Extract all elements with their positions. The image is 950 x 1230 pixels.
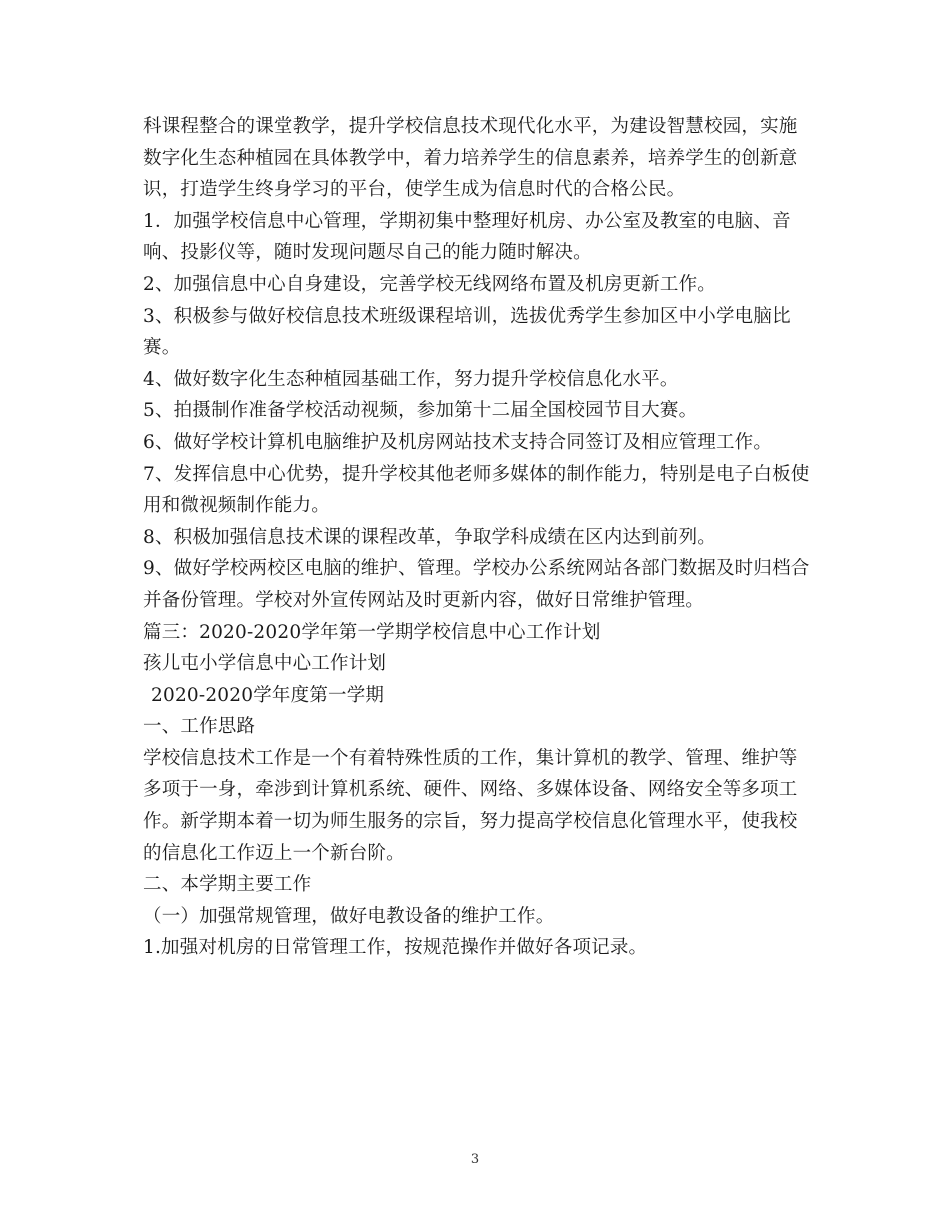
page-number: 3: [470, 1152, 480, 1167]
text-line: 的信息化工作迈上一个新台阶。: [143, 842, 405, 864]
text-line: 学校信息技术工作是一个有着特殊性质的工作，集计算机的教学、管理、维护等: [143, 747, 798, 769]
list-item-9: 9、做好学校两校区电脑的维护、管理。学校办公系统网站各部门数据及时归档合: [143, 558, 810, 580]
list-item-2: 2、加强信息中心自身建设，完善学校无线网络布置及机房更新工作。: [143, 273, 716, 295]
subsection-heading: （一）加强常规管理，做好电教设备的维护工作。: [143, 905, 555, 927]
text-line: 科课程整合的课堂教学，提升学校信息技术现代化水平，为建设智慧校园，实施: [143, 116, 798, 137]
list-item-8: 8、积极加强信息技术课的课程改革，争取学科成绩在区内达到前列。: [143, 526, 716, 548]
text-line: 赛。: [143, 337, 181, 359]
list-item: 1.加强对机房的日常管理工作，按规范操作并做好各项记录。: [143, 937, 648, 959]
list-item-3: 3、积极参与做好校信息技术班级课程培训，选拔优秀学生参加区中小学电脑比: [143, 305, 791, 327]
list-item-7: 7、发挥信息中心优势，提升学校其他老师多媒体的制作能力，特别是电子白板使: [143, 463, 810, 485]
document-body: [143, 111, 823, 964]
text-line: 识，打造学生终身学习的平台，使学生成为信息时代的合格公民。: [143, 179, 686, 201]
plan-term: 2020-2020学年度第一学期: [151, 684, 385, 706]
text-line: 响、投影仪等，随时发现问题尽自己的能力随时解决。: [143, 242, 592, 264]
text-line: 多项于一身，牵涉到计算机系统、硬件、网络、多媒体设备、网络安全等多项工: [143, 779, 798, 801]
subheading-main-work: 二、本学期主要工作: [143, 874, 312, 896]
text-line: 作。新学期本着一切为师生服务的宗旨，努力提高学校信息化管理水平，使我校: [143, 811, 798, 833]
subheading-work-approach: 一、工作思路: [143, 716, 256, 738]
list-item-5: 5、拍摄制作准备学校活动视频，参加第十二届全国校园节目大赛。: [143, 400, 698, 422]
text-line: 并备份管理。学校对外宣传网站及时更新内容，做好日常维护管理。: [143, 589, 705, 611]
list-item-4: 4、做好数字化生态种植园基础工作，努力提升学校信息化水平。: [143, 368, 679, 390]
text-line: 用和微视频制作能力。: [143, 495, 331, 517]
text-line: 数字化生态种植园在具体教学中，着力培养学生的信息素养，培养学生的创新意: [143, 147, 798, 169]
plan-title: 孩儿屯小学信息中心工作计划: [143, 653, 387, 675]
list-item-6: 6、做好学校计算机电脑维护及机房网站技术支持合同签订及相应管理工作。: [143, 431, 773, 453]
list-item-1: 1．加强学校信息中心管理，学期初集中整理好机房、办公室及教室的电脑、音: [143, 210, 791, 232]
section-heading: 篇三：2020-2020学年第一学期学校信息中心工作计划: [143, 621, 601, 643]
